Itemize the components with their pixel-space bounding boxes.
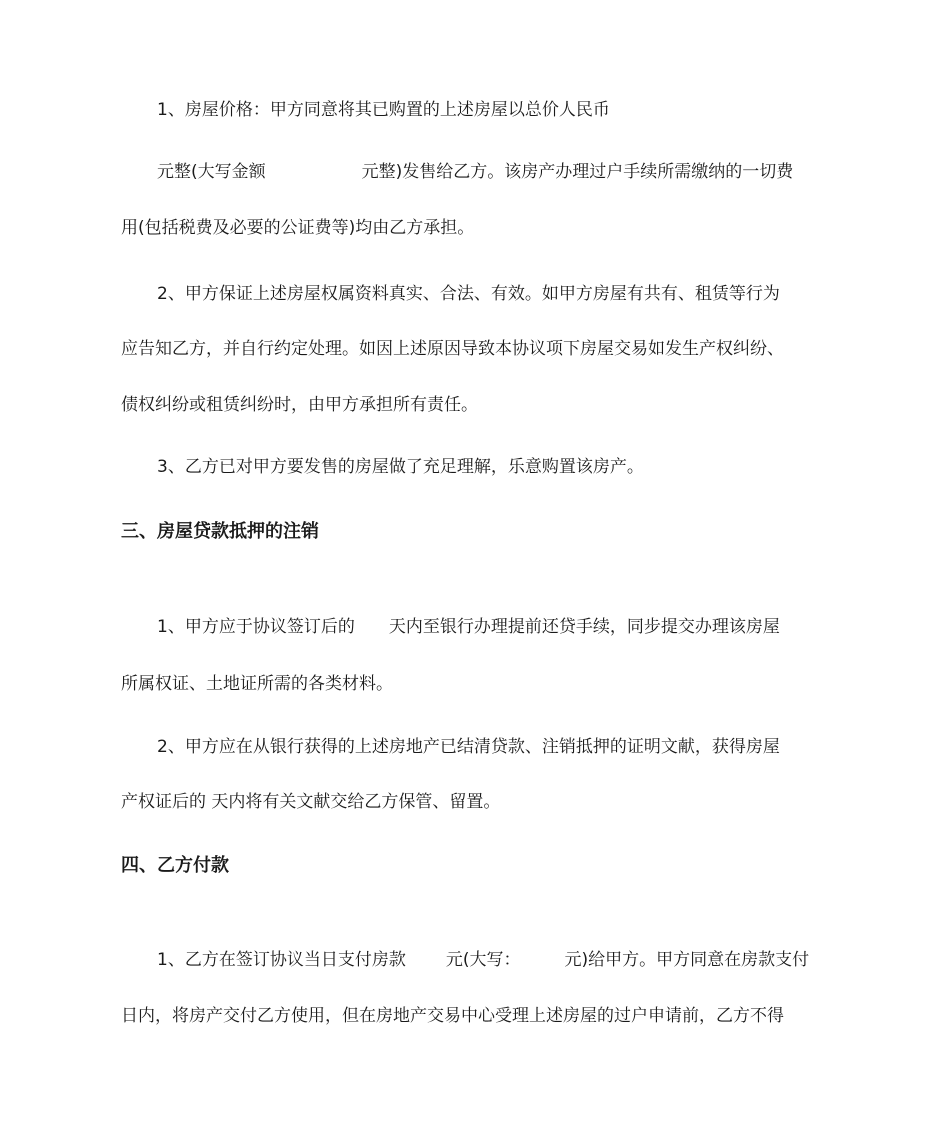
s2-item2-line1: 2、甲方保证上述房屋权属资料真实、合法、有效。如甲方房屋有共有、租赁等行为	[157, 284, 780, 304]
s3-item2-line1: 2、甲方应在从银行获得的上述房地产已结清贷款、注销抵押的证明文献，获得房屋	[157, 737, 780, 757]
s4-item1-line1-part-c: 元)给甲方。甲方同意在房款支付	[564, 950, 810, 970]
s4-item1-line1-part-a: 1、乙方在签订协议当日支付房款	[157, 950, 406, 970]
s2-item1-line2-part-a: 元整(大写金额	[157, 162, 266, 182]
section4-heading: 四、乙方付款	[121, 855, 229, 876]
s2-item1-line1: 1、房屋价格：甲方同意将其已购置的上述房屋以总价人民币	[157, 100, 610, 120]
s4-item1-line2: 日内，将房产交付乙方使用，但在房地产交易中心受理上述房屋的过户申请前，乙方不得	[121, 1006, 784, 1026]
s4-item1-line1	[157, 948, 809, 972]
s3-item1-line2: 所属权证、土地证所需的各类材料。	[121, 674, 393, 694]
s4-item1-line1-part-b: 元(大写：	[445, 950, 521, 970]
s2-item1-line2	[157, 160, 793, 184]
section3-heading: 三、房屋贷款抵押的注销	[121, 521, 319, 542]
s3-item1-line1	[157, 615, 780, 639]
s3-item1-line1-part-b: 天内至银行办理提前还贷手续，同步提交办理该房屋	[388, 617, 780, 637]
s2-item2-line3: 债权纠纷或租赁纠纷时，由甲方承担所有责任。	[121, 395, 478, 415]
s2-item3-line1: 3、乙方已对甲方要发售的房屋做了充足理解，乐意购置该房产。	[157, 457, 644, 477]
s2-item2-line2: 应告知乙方，并自行约定处理。如因上述原因导致本协议项下房屋交易如发生产权纠纷、	[121, 339, 784, 359]
s2-item1-line3: 用(包括税费及必要的公证费等)均由乙方承担。	[121, 218, 475, 238]
s2-item1-line2-part-b: 元整)发售给乙方。该房产办理过户手续所需缴纳的一切费	[361, 162, 794, 182]
s3-item2-line2: 产权证后的 天内将有关文献交给乙方保管、留置。	[121, 792, 501, 812]
s3-item1-line1-part-a: 1、甲方应于协议签订后的	[157, 617, 355, 637]
